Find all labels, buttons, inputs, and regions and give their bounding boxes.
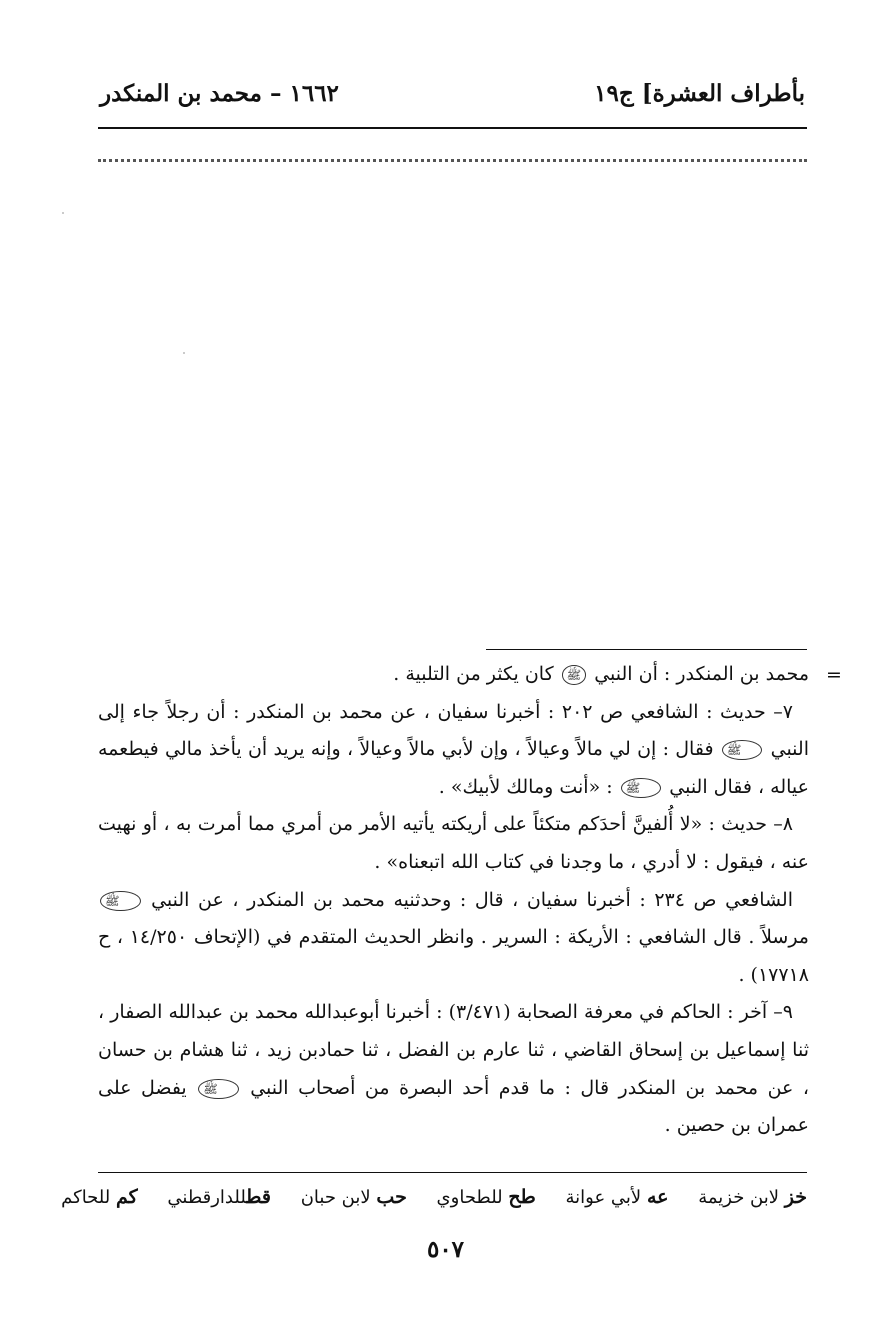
page-number: ٥٠٧ — [426, 1236, 465, 1263]
hadith-7-paragraph: ٧– حديث : الشافعي ص ٢٠٢ : أخبرنا سفيان ، عن محمد بن المنكدر : أن رجلاً جاء إلى النبي ﷺ فقال : إن لي مالاً وعيالاً ، وإن لأبي مالاً وعيالاً ، وإنه يريد أن يأخذ مالي فيطعمه عياله ، فقال النبي ﷺ : «أنت ومالك لأبيك» . — [98, 700, 809, 798]
footnote-separator — [486, 649, 807, 650]
scan-speck — [62, 212, 64, 214]
abbreviation-item: طح للطحاوي — [436, 1186, 536, 1208]
hadith-9-paragraph: ٩– آخر : الحاكم في معرفة الصحابة (٣/٤٧١) : أخبرنا أبوعبدالله محمد بن عبدالله الصفار ، ثنا إسماعيل بن إسحاق القاضي ، ثنا عارم بن الفضل ، ثنا حمادبن زيد ، ثنا هشام بن حسان ، عن محمد بن المنكدر قال : ما قدم أحد البصرة من أصحاب النبي ﷺ يفضل على عمران بن حصين . — [98, 1001, 809, 1137]
pbuh-honorific-icon: ﷺ — [722, 740, 763, 760]
header-divider — [98, 127, 807, 129]
abbreviation-item: خز لابن خزيمة — [698, 1186, 807, 1208]
abbreviation-legend — [61, 1186, 807, 1208]
omission-dotted-line — [98, 159, 807, 162]
pbuh-honorific-icon: ﷺ — [621, 778, 662, 798]
hadith-8-source-paragraph: الشافعي ص ٢٣٤ : أخبرنا سفيان ، قال : وحدثنيه محمد بن المنكدر ، عن النبي ﷺ مرسلاً . قال الشافعي : الأريكة : السرير . وانظر الحديث المتقدم في (الإتحاف ١٤/٢٥٠ ، ح ١٧٧١٨) . — [98, 888, 809, 986]
abbreviation-item: حب لابن حبان — [300, 1186, 407, 1208]
scan-speck — [183, 352, 185, 354]
abbreviation-item: قطللدارقطني — [167, 1186, 271, 1208]
pbuh-honorific-icon: ﷺ — [562, 665, 587, 685]
continuation-marker: = — [826, 664, 842, 686]
pbuh-honorific-icon: ﷺ — [198, 1079, 239, 1099]
running-header-book-title: بأطراف العشرة] ج١٩ — [594, 80, 805, 107]
abbreviation-item: عه لأبي عوانة — [565, 1186, 669, 1208]
footnote-intro-paragraph: محمد بن المنكدر : أن النبي ﷺ كان يكثر من التلبية . — [393, 663, 809, 685]
hadith-8-paragraph: ٨– حديث : «لا أُلفينَّ أحدَكم متكئاً على أريكته يأتيه الأمر من أمري مما أمرت به ، أو نهيت عنه ، فيقول : لا أدري ، ما وجدنا في كتاب الله اتبعناه» . — [98, 813, 809, 873]
abbreviation-divider — [98, 1172, 807, 1173]
pbuh-honorific-icon: ﷺ — [100, 891, 141, 911]
footnote-text — [98, 656, 809, 1145]
abbreviation-item: كم للحاكم — [61, 1186, 138, 1208]
running-header-entry-title: ١٦٦٢ – محمد بن المنكدر — [100, 80, 339, 107]
